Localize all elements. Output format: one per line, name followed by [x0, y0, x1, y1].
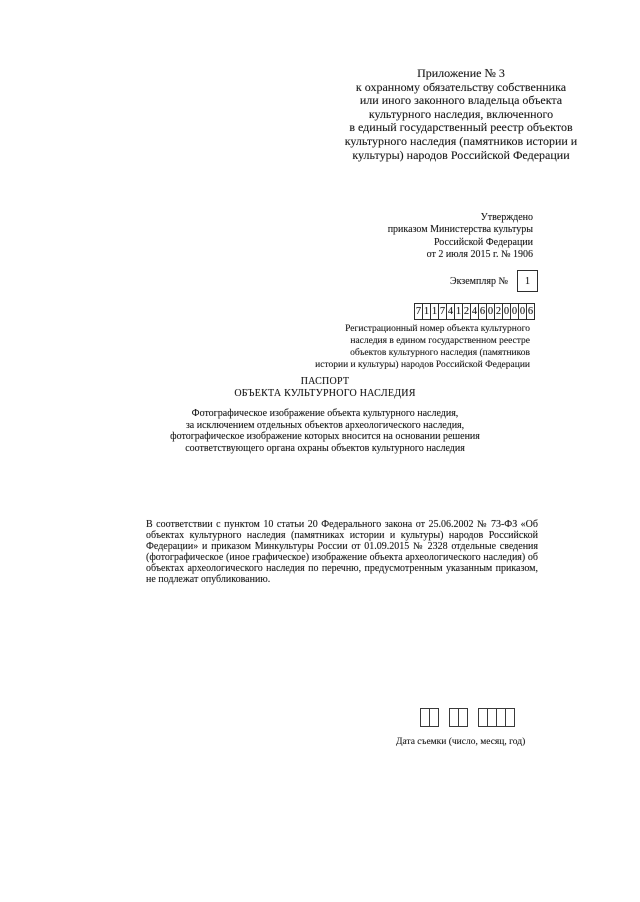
date-digit-cell[interactable]	[458, 708, 468, 727]
approval-line: Утверждено	[480, 212, 533, 223]
date-digit-cell[interactable]	[505, 708, 515, 727]
photo-placeholder-caption	[100, 408, 550, 455]
appendix-header-line: в единый государственный реестр объектов	[349, 120, 573, 135]
approval-line: приказом Министерства культуры	[387, 224, 533, 236]
registration-digit-cell: 6	[478, 303, 487, 320]
registration-digit-cell: 1	[422, 303, 431, 320]
appendix-header-line: Приложение № 3	[417, 66, 505, 80]
approval-line: Российской Федерации	[433, 236, 533, 248]
approval-line: от 2 июля 2015 г. № 1906	[426, 249, 533, 261]
registration-digit-cell: 4	[446, 303, 455, 320]
appendix-header-line: или иного законного владельца объекта	[359, 93, 563, 108]
registration-digit-cell: 4	[470, 303, 479, 320]
registration-digit-cell: 6	[526, 303, 535, 320]
copy-number-label: Экземпляр №	[449, 275, 508, 287]
photo-caption-line: за исключением отдельных объектов археологического наследия,	[185, 419, 465, 431]
legal-note-paragraph: В соответствии с пунктом 10 статьи 20 Федерального закона от 25.06.2002 № 73-ФЗ «Об объектах культурного наследия (памятниках истории и культуры) народов Российской Федерации» и приказом Минкультуры России от 01.09.2015 № 2328 отдельные сведения (фотографическое (иное графическое) изображение объекта археологического наследия) об объектах археологического наследия по перечню, предусмотренным указанным приказом, не подлежат опубликованию.	[146, 519, 538, 586]
photo-caption-line: Фотографическое изображение объекта культурного наследия,	[191, 408, 459, 419]
document-title-line: ОБЪЕКТА КУЛЬТУРНОГО НАСЛЕДИЯ	[234, 387, 416, 399]
date-digit-cell[interactable]	[429, 708, 439, 727]
photo-caption-line: фотографическое изображение которых вносится на основании решения	[170, 431, 480, 443]
registration-caption-line: Регистрационный номер объекта культурного	[345, 324, 530, 334]
appendix-header-line: культурного наследия (памятников истории и	[344, 133, 578, 148]
registration-digit-cell: 0	[510, 303, 519, 320]
survey-date-caption: Дата съемки (число, месяц, год)	[396, 737, 526, 747]
registration-digit-cell: 0	[502, 303, 511, 320]
registration-caption-line: объектов культурного наследия (памятников	[350, 348, 530, 359]
document-title	[105, 376, 545, 399]
survey-date-boxes	[420, 708, 515, 727]
registration-caption-line: наследия в едином государственном реестре	[350, 336, 530, 347]
date-box-group	[449, 708, 468, 727]
date-box-group	[420, 708, 439, 727]
registration-number-boxes	[414, 303, 535, 320]
document-title-line: ПАСПОРТ	[300, 376, 350, 387]
appendix-header	[331, 67, 591, 162]
registration-digit-cell: 2	[462, 303, 471, 320]
registration-digit-cell: 2	[494, 303, 503, 320]
copy-number-box: 1	[517, 270, 538, 292]
registration-digit-cell: 7	[438, 303, 447, 320]
registration-digit-cell: 0	[518, 303, 527, 320]
copy-number-row	[450, 270, 538, 292]
photo-caption-line: соответствующего органа охраны объектов культурного наследия	[185, 443, 465, 455]
registration-digit-cell: 1	[454, 303, 463, 320]
registration-digit-cell: 0	[486, 303, 495, 320]
registration-caption-line: истории и культуры) народов Российской Федерации	[315, 360, 530, 371]
approval-block	[273, 212, 533, 262]
appendix-header-line: культурного наследия, включенного	[368, 106, 554, 121]
date-box-group	[478, 708, 515, 727]
registration-digit-cell: 1	[430, 303, 439, 320]
appendix-header-line: культуры) народов Российской Федерации	[352, 147, 570, 162]
registration-number-caption	[230, 323, 530, 371]
registration-digit-cell: 7	[414, 303, 423, 320]
appendix-header-line: к охранному обязательству собственника	[355, 79, 567, 94]
